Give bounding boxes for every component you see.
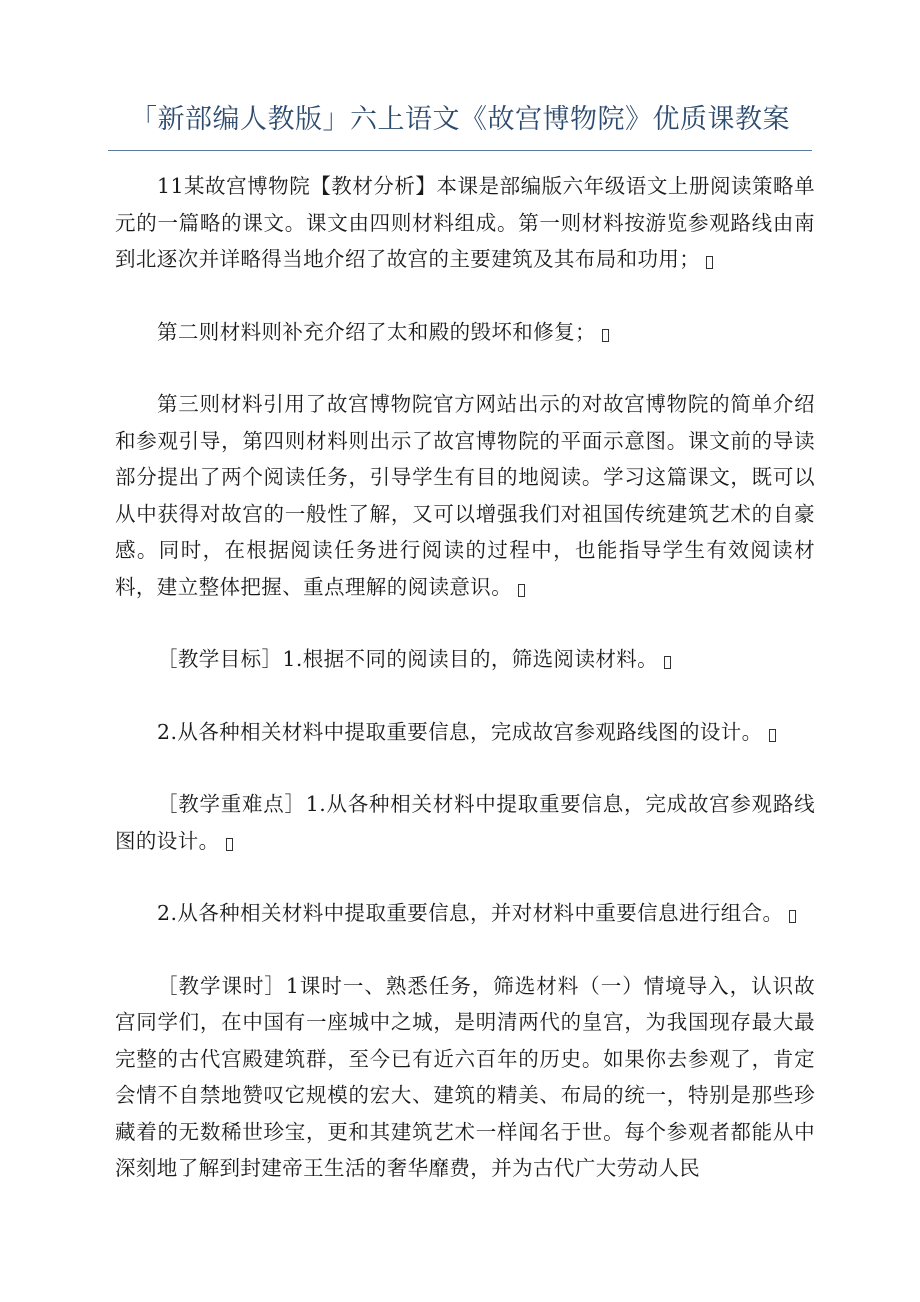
paragraph-text: 第三则材料引用了故宫博物院官方网站出示的对故宫博物院的简单介绍和参观引导，第四则材料则出示了故宫博物院的平面示意图。课文前的导读部分提出了两个阅读任务，引导学生有目的地阅读。学习这篇课文，既可以从中获得对故宫的一般性了解，又可以增强我们对祖国传统建筑艺术的自豪感。同时，在根据阅读任务进行阅读的过程中，也能指导学生有效阅读材料，建立整体把握、重点理解的阅读意识。 (115, 392, 815, 599)
paragraph-mark-icon (518, 584, 525, 597)
paragraph (115, 314, 815, 351)
paragraph-text: ［教学目标］1.根据不同的阅读目的，筛选阅读材料。 (157, 647, 659, 671)
paragraph-mark-icon (664, 656, 671, 669)
paragraph-text: ［教学课时］1课时一、熟悉任务，筛选材料（一）情境导入，认识故宫同学们，在中国有一座城中之城，是明清两代的皇宫，为我国现存最大最完整的古代宫殿建筑群，至今已有近六百年的历史。如果你去参观了，肯定会情不自禁地赞叹它规模的宏大、建筑的精美、布局的统一，特别是那些珍藏着的无数稀世珍宝，更和其建筑艺术一样闻名于世。每个参观者都能从中深刻地了解到封建帝王生活的奢华靡费，并为古代广大劳动人民 (115, 973, 815, 1180)
paragraph-mark-icon (226, 838, 233, 851)
paragraph (115, 968, 815, 1187)
paragraph-text: ［教学重难点］1.从各种相关材料中提取重要信息，完成故宫参观路线图的设计。 (115, 792, 815, 853)
paragraph-mark-icon (769, 729, 776, 742)
document-title: 「新部编人教版」六上语文《故宫博物院》优质课教案 (130, 104, 790, 135)
paragraph (115, 786, 815, 859)
paragraph-mark-icon (602, 329, 609, 342)
paragraph-mark-icon (706, 256, 713, 269)
paragraph (115, 168, 815, 278)
paragraph (115, 714, 815, 751)
paragraph-text: 2.从各种相关材料中提取重要信息，完成故宫参观路线图的设计。 (157, 719, 763, 744)
paragraph (115, 641, 815, 678)
paragraph-text: 第二则材料则补充介绍了太和殿的毁坏和修复； (157, 319, 596, 344)
paragraph-mark-icon (789, 910, 796, 923)
paragraph-text: 11某故宫博物院【教材分析】本课是部编版六年级语文上册阅读策略单元的一篇略的课文。课文由四则材料组成。第一则材料按游览参观路线由南到北逐次并详略得当地介绍了故宫的主要建筑及其布局和功用； (115, 174, 815, 271)
paragraph-text: 2.从各种相关材料中提取重要信息，并对材料中重要信息进行组合。 (157, 901, 784, 925)
title-divider (108, 150, 812, 151)
document-body (115, 168, 815, 1187)
paragraph (115, 895, 815, 932)
paragraph (115, 386, 815, 605)
